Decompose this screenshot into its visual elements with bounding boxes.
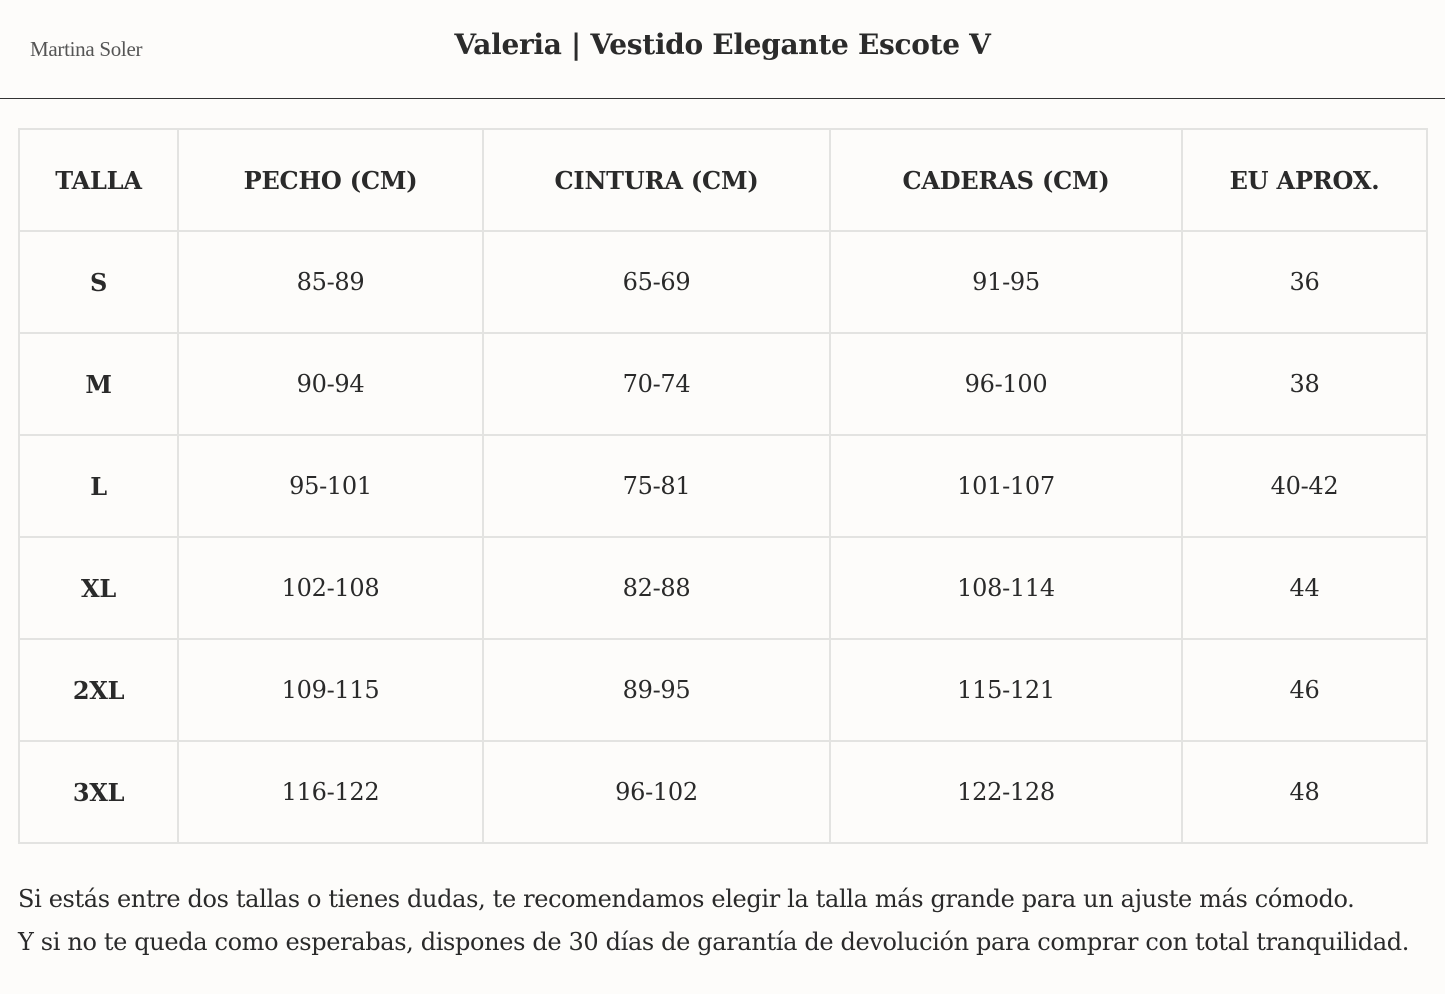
- table-row: [19, 741, 1427, 843]
- eu-size-cell: 48: [1182, 741, 1427, 843]
- page-title: Valeria | Vestido Elegante Escote V: [454, 28, 991, 61]
- table-row: [19, 231, 1427, 333]
- chest-cell: 90-94: [178, 333, 483, 435]
- sizing-note: [18, 878, 1428, 964]
- size-cell: L: [19, 435, 178, 537]
- hips-cell: 96-100: [830, 333, 1182, 435]
- eu-size-cell: 40-42: [1182, 435, 1427, 537]
- table-row: [19, 537, 1427, 639]
- hips-cell: 115-121: [830, 639, 1182, 741]
- chest-cell: 102-108: [178, 537, 483, 639]
- eu-size-cell: 38: [1182, 333, 1427, 435]
- hips-cell: 108-114: [830, 537, 1182, 639]
- size-chart-table: [18, 128, 1428, 844]
- size-cell: XL: [19, 537, 178, 639]
- waist-cell: 65-69: [483, 231, 830, 333]
- waist-cell: 89-95: [483, 639, 830, 741]
- eu-size-cell: 46: [1182, 639, 1427, 741]
- chest-cell: 95-101: [178, 435, 483, 537]
- size-cell: M: [19, 333, 178, 435]
- size-cell: 3XL: [19, 741, 178, 843]
- waist-cell: 96-102: [483, 741, 830, 843]
- size-cell: 2XL: [19, 639, 178, 741]
- hips-cell: 122-128: [830, 741, 1182, 843]
- waist-cell: 75-81: [483, 435, 830, 537]
- chest-cell: 109-115: [178, 639, 483, 741]
- waist-cell: 70-74: [483, 333, 830, 435]
- sizing-note-line: Si estás entre dos tallas o tienes dudas, te recomendamos elegir la talla más grande para un ajuste más cómodo.: [18, 885, 1355, 913]
- column-header-cintura: CINTURA (CM): [483, 129, 830, 231]
- size-cell: S: [19, 231, 178, 333]
- eu-size-cell: 44: [1182, 537, 1427, 639]
- waist-cell: 82-88: [483, 537, 830, 639]
- table-row: [19, 333, 1427, 435]
- brand-logo[interactable]: Martina Soler: [30, 37, 143, 61]
- table-header-row: [19, 129, 1427, 231]
- column-header-pecho: PECHO (CM): [178, 129, 483, 231]
- hips-cell: 91-95: [830, 231, 1182, 333]
- page-header: [0, 0, 1445, 99]
- table-row: [19, 435, 1427, 537]
- column-header-talla: TALLA: [19, 129, 178, 231]
- chest-cell: 85-89: [178, 231, 483, 333]
- eu-size-cell: 36: [1182, 231, 1427, 333]
- column-header-eu: EU APROX.: [1182, 129, 1427, 231]
- hips-cell: 101-107: [830, 435, 1182, 537]
- column-header-caderas: CADERAS (CM): [830, 129, 1182, 231]
- return-policy-note-line: Y si no te queda como esperabas, dispones de 30 días de garantía de devolución para comprar con total tranquilidad.: [18, 928, 1410, 956]
- chest-cell: 116-122: [178, 741, 483, 843]
- table-row: [19, 639, 1427, 741]
